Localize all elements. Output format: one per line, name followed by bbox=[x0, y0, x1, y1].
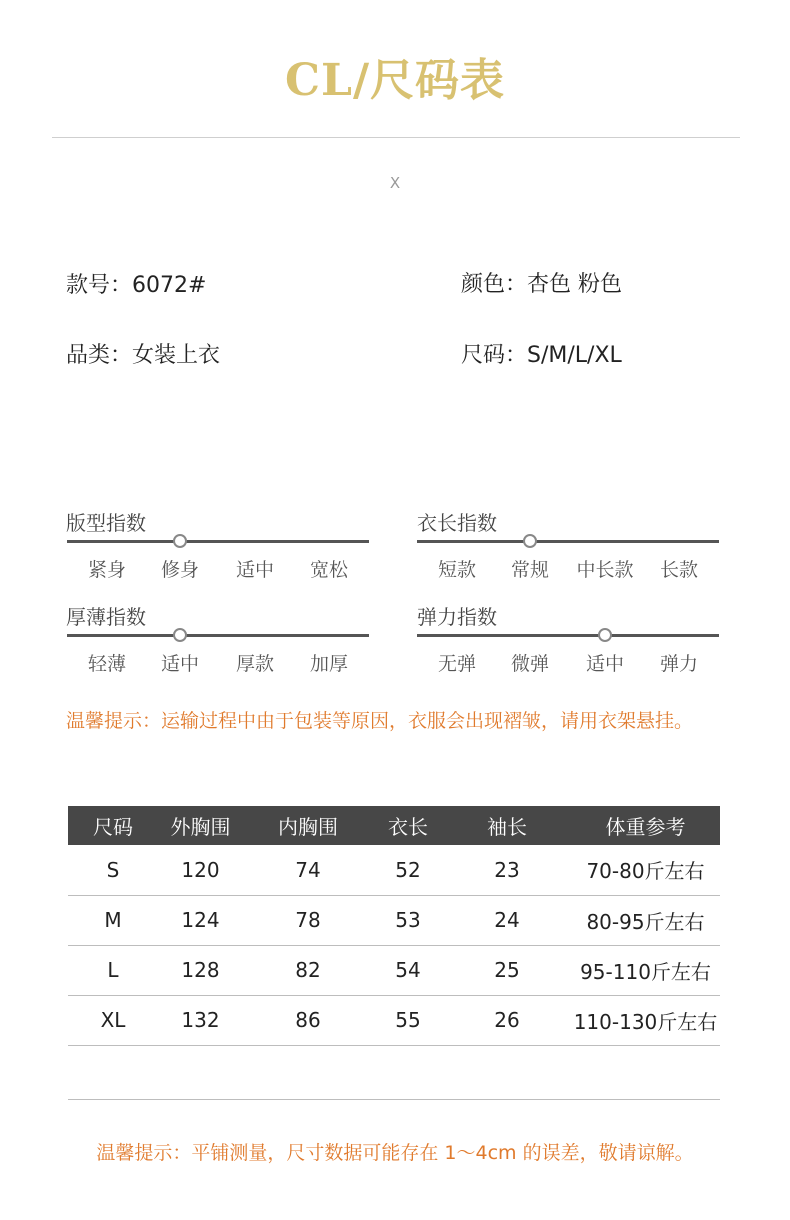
elasticity-index-label: 弹力指数 bbox=[417, 605, 497, 629]
fit-index-label: 版型指数 bbox=[66, 511, 146, 535]
thickness-index-label: 厚薄指数 bbox=[66, 605, 146, 629]
scale-marker bbox=[598, 628, 612, 642]
scale-option: 长款 bbox=[659, 559, 699, 581]
table-cell: 124 bbox=[158, 895, 243, 945]
scale-option: 微弹 bbox=[510, 653, 550, 675]
table-cell: M bbox=[68, 895, 158, 945]
separator-mark: X bbox=[389, 174, 401, 192]
header-weight: 体重参考 bbox=[571, 806, 720, 845]
scale-track bbox=[67, 540, 369, 543]
size-info bbox=[461, 338, 622, 369]
table-row bbox=[68, 995, 720, 1045]
scale-track bbox=[67, 634, 369, 637]
table-row bbox=[68, 895, 720, 945]
header-sleeve: 袖长 bbox=[443, 806, 571, 845]
table-cell: 26 bbox=[443, 995, 571, 1045]
shipping-tip: 温馨提示：运输过程中由于包装等原因，衣服会出现褶皱，请用衣架悬挂。 bbox=[66, 710, 694, 732]
header-inner-bust: 内胸围 bbox=[243, 806, 373, 845]
table-cell: 74 bbox=[243, 845, 373, 895]
size-value: S/M/L/XL bbox=[527, 343, 622, 368]
table-cell: 55 bbox=[373, 995, 443, 1045]
table-cell: 82 bbox=[243, 945, 373, 995]
scale-track bbox=[417, 540, 719, 543]
table-cell: 95-110斤左右 bbox=[571, 945, 720, 995]
header-outer-bust: 外胸围 bbox=[158, 806, 243, 845]
scale-marker bbox=[173, 534, 187, 548]
style-number-label: 款号： bbox=[66, 273, 133, 298]
table-cell: 52 bbox=[373, 845, 443, 895]
category-label: 品类： bbox=[66, 343, 133, 368]
title-divider bbox=[52, 137, 740, 138]
elasticity-index-scale bbox=[417, 631, 719, 691]
table-cell: 70-80斤左右 bbox=[571, 845, 720, 895]
size-chart-table bbox=[68, 806, 720, 1046]
scale-track bbox=[417, 634, 719, 637]
table-cell: 24 bbox=[443, 895, 571, 945]
table-cell: 110-130斤左右 bbox=[571, 995, 720, 1045]
color-value: 杏色 粉色 bbox=[527, 272, 623, 297]
style-number-value: 6072# bbox=[132, 273, 207, 298]
color-info bbox=[461, 267, 622, 298]
header-size: 尺码 bbox=[68, 806, 158, 845]
table-row bbox=[68, 845, 720, 895]
table-cell: XL bbox=[68, 995, 158, 1045]
table-cell: 23 bbox=[443, 845, 571, 895]
scale-option: 中长款 bbox=[576, 559, 634, 581]
table-cell: L bbox=[68, 945, 158, 995]
table-cell: 80-95斤左右 bbox=[571, 895, 720, 945]
measurement-tip: 温馨提示：平铺测量，尺寸数据可能存在 1～4cm 的误差，敬请谅解。 bbox=[96, 1142, 694, 1164]
header-length: 衣长 bbox=[373, 806, 443, 845]
table-cell: 132 bbox=[158, 995, 243, 1045]
scale-option: 弹力 bbox=[659, 653, 699, 675]
fit-index-scale bbox=[67, 537, 369, 597]
table-row bbox=[68, 945, 720, 995]
style-number bbox=[66, 268, 206, 299]
scale-marker bbox=[523, 534, 537, 548]
scale-option: 无弹 bbox=[437, 653, 477, 675]
thickness-index-scale bbox=[67, 631, 369, 691]
scale-option: 厚款 bbox=[235, 653, 275, 675]
color-label: 颜色： bbox=[461, 272, 528, 297]
table-header-row bbox=[68, 806, 720, 845]
scale-option: 加厚 bbox=[309, 653, 349, 675]
scale-marker bbox=[173, 628, 187, 642]
scale-option: 常规 bbox=[510, 559, 550, 581]
size-label: 尺码： bbox=[461, 343, 528, 368]
scale-option: 适中 bbox=[585, 653, 625, 675]
table-cell: 128 bbox=[158, 945, 243, 995]
table-cell: 54 bbox=[373, 945, 443, 995]
scale-option: 轻薄 bbox=[87, 653, 127, 675]
table-cell: 25 bbox=[443, 945, 571, 995]
category-value: 女装上衣 bbox=[132, 343, 221, 368]
scale-option: 短款 bbox=[437, 559, 477, 581]
page-title: CL/尺码表 bbox=[284, 55, 506, 106]
scale-option: 修身 bbox=[160, 559, 200, 581]
table-cell: S bbox=[68, 845, 158, 895]
table-cell: 53 bbox=[373, 895, 443, 945]
scale-option: 适中 bbox=[235, 559, 275, 581]
table-bottom-divider bbox=[68, 1099, 720, 1100]
scale-option: 宽松 bbox=[309, 559, 349, 581]
length-index-scale bbox=[417, 537, 719, 597]
scale-option: 适中 bbox=[160, 653, 200, 675]
scale-option: 紧身 bbox=[87, 559, 127, 581]
table-cell: 120 bbox=[158, 845, 243, 895]
table-cell: 78 bbox=[243, 895, 373, 945]
length-index-label: 衣长指数 bbox=[417, 511, 497, 535]
table-cell: 86 bbox=[243, 995, 373, 1045]
category-info bbox=[66, 338, 220, 369]
